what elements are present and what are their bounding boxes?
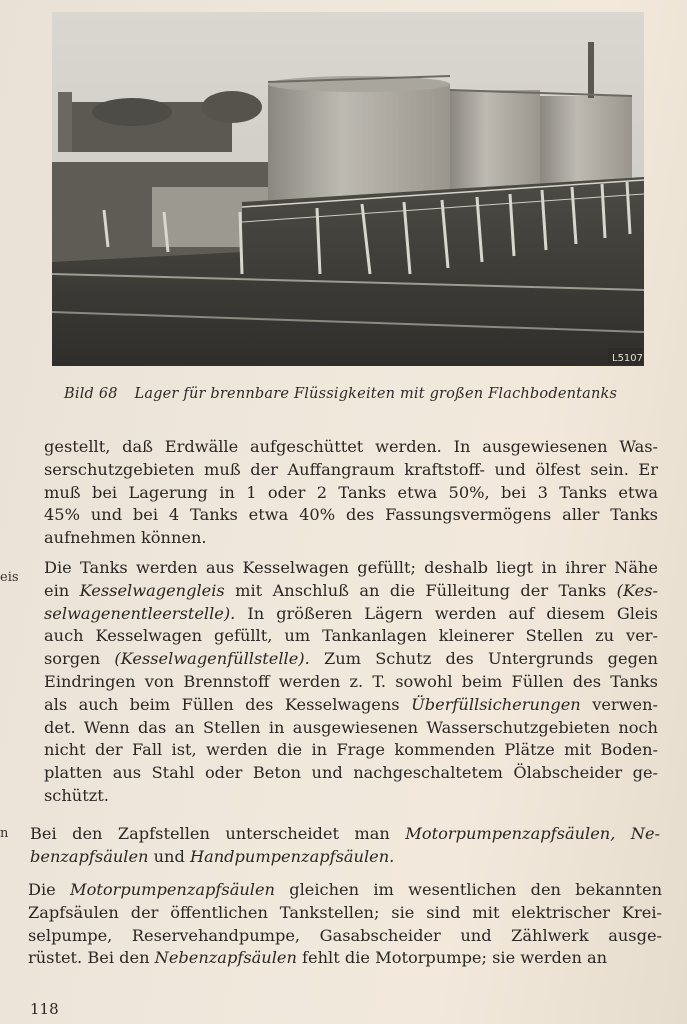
italic-term: Motorpumpenzapfsäulen <box>70 880 275 899</box>
italic-term: selwagenentleerstelle). <box>44 603 236 623</box>
italic-term: Motorpumpenzapfsäulen, Ne- <box>405 824 661 843</box>
text-line: selwagenentleerstelle). In größeren Lägern werden auf diesem Gleis <box>44 603 658 623</box>
margin-note-1: eis <box>0 570 19 585</box>
italic-term: (Kesselwagenfüllstelle). <box>114 649 310 669</box>
paragraph-4 <box>28 879 662 970</box>
figure-caption <box>64 386 654 402</box>
text-line: rüstet. Bei den Nebenzapfsäulen fehlt die Motorpumpe; sie werden an <box>28 948 608 968</box>
text-line: muß bei Lagerung in 1 oder 2 Tanks etwa 50%, bei 3 Tanks etwa <box>44 482 658 502</box>
text-line: nicht der Fall ist, werden die in Frage kommenden Plätze mit Boden- <box>44 740 658 760</box>
caption-number: Bild 68 <box>64 386 118 402</box>
text-line: platten aus Stahl oder Beton und nachgeschaltetem Ölabscheider ge- <box>44 763 658 783</box>
paragraph-3 <box>30 823 660 869</box>
text-line: ein Kesselwagengleis mit Anschluß an die Fülleitung der Tanks (Kes- <box>44 580 659 600</box>
text-line: aufnehmen können. <box>44 528 207 548</box>
text-line: serschutzgebieten muß der Auffangraum kraftstoff- und ölfest sein. Er <box>44 459 658 479</box>
italic-term: Nebenzapfsäulen <box>154 948 297 968</box>
text-line: Die Motorpumpenzapfsäulen gleichen im wesentlichen den bekannten <box>28 880 663 899</box>
text-line: Bei den Zapfstellen unterscheidet man Motorpumpenzapfsäulen, Ne- <box>30 824 661 843</box>
photo-illustration <box>52 12 644 366</box>
text-line: Eindringen von Brennstoff werden z. T. sowohl beim Füllen des Tanks <box>44 671 658 691</box>
text-line: sorgen (Kesselwagenfüllstelle). Zum Schutz des Untergrunds gegen <box>44 649 658 669</box>
text-line: auch Kesselwagen gefüllt, um Tankanlagen kleinerer Stellen zu ver- <box>44 626 658 646</box>
italic-term: Überfüllsicherungen <box>411 694 581 714</box>
text-line: 45% und bei 4 Tanks etwa 40% des Fassungsvermögens aller Tanks <box>44 505 658 525</box>
storage-tanks-photo <box>52 12 644 366</box>
text-line: benzapfsäulen und Handpumpenzapfsäulen. <box>30 846 395 866</box>
italic-term: Handpumpenzapfsäulen. <box>189 846 395 866</box>
paragraph-2 <box>44 557 658 808</box>
text-line: gestellt, daß Erdwälle aufgeschüttet werden. In ausgewiesenen Was- <box>44 437 658 456</box>
text-line: selpumpe, Reservehandpumpe, Gasabscheider und Zählwerk ausge- <box>28 925 662 945</box>
text-line: Die Tanks werden aus Kesselwagen gefüllt; deshalb liegt in ihrer Nähe <box>44 558 658 577</box>
paragraph-1 <box>44 436 658 550</box>
italic-term: benzapfsäulen <box>30 846 149 866</box>
text-line: als auch beim Füllen des Kesselwagens Überfüllsicherungen verwen- <box>44 694 658 714</box>
photo-stamp: L5107 <box>612 353 644 364</box>
text-line: det. Wenn das an Stellen in ausgewiesenen Wasserschutzgebieten noch <box>44 717 658 737</box>
text-line: Zapfsäulen der öffentlichen Tankstellen; sie sind mit elektrischer Krei- <box>28 902 662 922</box>
text-line: schützt. <box>44 785 109 805</box>
page-number: 118 <box>30 1000 59 1018</box>
italic-term: (Kes- <box>616 580 659 600</box>
caption-text: Lager für brennbare Flüssigkeiten mit großen Flachbodentanks <box>134 386 618 402</box>
margin-note-2: n <box>0 826 9 841</box>
italic-term: Kesselwagengleis <box>79 580 225 600</box>
